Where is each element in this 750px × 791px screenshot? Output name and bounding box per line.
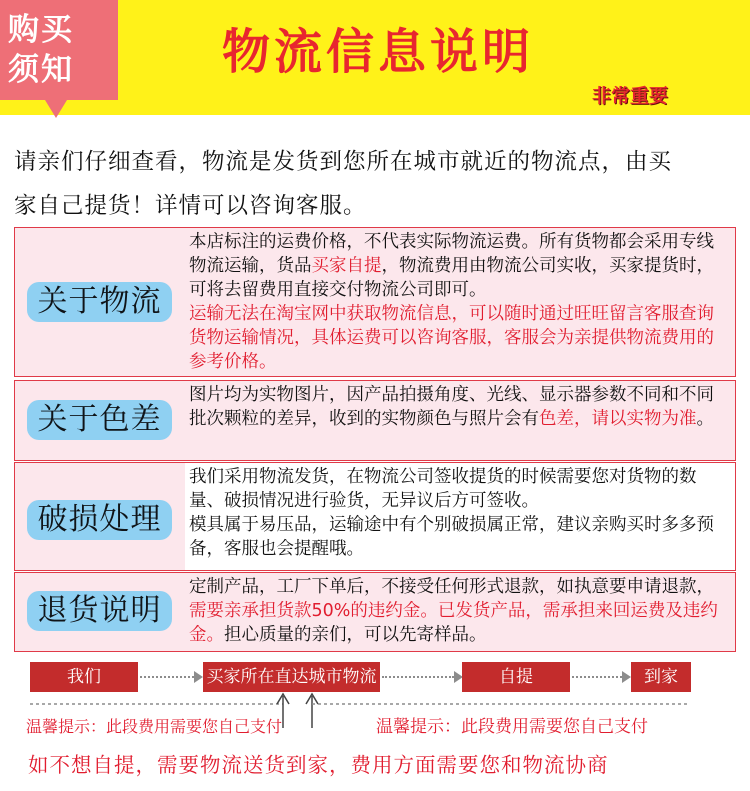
- intro-line-2: 家自己提货！详情可以咨询客服。: [14, 193, 367, 219]
- section-logistics: [14, 227, 736, 377]
- flow-step-home: 到家: [631, 662, 691, 692]
- section-label-logistics: 关于物流: [27, 282, 172, 322]
- flow-step-pickup: 自提: [462, 662, 570, 692]
- arrow-right-icon: [194, 671, 203, 683]
- logistics-text-red: 买家自提: [311, 256, 382, 276]
- flow-step-logistics-point: 买家所在直达城市物流点: [203, 662, 380, 692]
- section-label-area: [15, 573, 185, 651]
- flow-tip-right: 温馨提示：此段费用需要您自己支付: [376, 717, 648, 737]
- bottom-note: 如不想自提，需要物流送货到家，费用方面需要您和物流协商: [28, 753, 609, 777]
- section-label-area: [15, 463, 185, 570]
- logistics-text-warning: 运输无法在淘宝网中获取物流信息，可以随时通过旺旺留言客服查询货物运输情况，具体运费可以咨询客服，客服会为亲提供物流费用的参考价格。: [189, 304, 714, 372]
- flow-connector: [382, 676, 454, 678]
- color-text-a: 图片均为实物图片，因产品拍摄角度、光线、显示器参数不同和不同批次颗粒的差异，收到的实物颜色与照片会有: [189, 385, 714, 429]
- damage-text-2: 模具属于易压品，运输途中有个别破损属正常，建议亲购买时多多预备，客服也会提醒哦。: [189, 515, 714, 559]
- section-text-color: [185, 381, 735, 460]
- damage-text-1: 我们采用物流发货，在物流公司签收提货的时候需要您对货物的数量、破损情况进行验货，无异议后方可签收。: [189, 467, 697, 511]
- section-label-area: [15, 381, 185, 460]
- flow-step-us: 我们: [30, 662, 138, 692]
- returns-text-red: 需要亲承担货款50%的违约金。已发货产品，需承担来回运费及违约金。: [189, 601, 718, 645]
- section-label-damage: 破损处理: [27, 500, 172, 540]
- section-text-returns: [185, 573, 735, 651]
- flow-tip-left: 温馨提示：此段费用需要您自己支付: [26, 717, 283, 736]
- logistics-text-b: ，物流费用由物流公司实收，买家提货时，可将去留费用直接交付物流公司即可。: [189, 256, 714, 300]
- flow-connector: [140, 676, 194, 678]
- arrow-right-icon: [622, 671, 631, 683]
- section-label-area: [15, 228, 185, 376]
- section-color: [14, 380, 736, 461]
- section-returns: [14, 572, 736, 652]
- important-tag: 非常重要: [592, 85, 669, 107]
- color-text-b: 。: [696, 409, 714, 429]
- section-label-returns: 退货说明: [27, 591, 172, 631]
- badge-text: [8, 10, 108, 90]
- returns-text-b: 担心质量的亲们，可以先寄样品。: [224, 625, 487, 645]
- badge-line-2: 须知: [8, 52, 74, 88]
- intro-line-1: 请亲们仔细查看，物流是发货到您所在城市就近的物流点，由买: [14, 149, 673, 175]
- section-damage: [14, 462, 736, 571]
- intro-text: [14, 140, 744, 228]
- returns-text-a: 定制产品，工厂下单后，不接受任何形式退款，如执意要申请退款，: [189, 577, 714, 597]
- color-text-red: 色差，请以实物为准: [539, 409, 697, 429]
- section-label-color: 关于色差: [27, 400, 172, 440]
- section-text-logistics: [185, 228, 735, 376]
- badge-line-1: 购买: [8, 12, 74, 48]
- page-title: 物流信息说明: [222, 24, 535, 80]
- logistics-text-a: 本店标注的运费价格，不代表实际物流运费。所有货物都会采用专线物流运输，货品: [189, 232, 714, 276]
- flow-connector: [572, 676, 622, 678]
- section-text-damage: [185, 463, 735, 570]
